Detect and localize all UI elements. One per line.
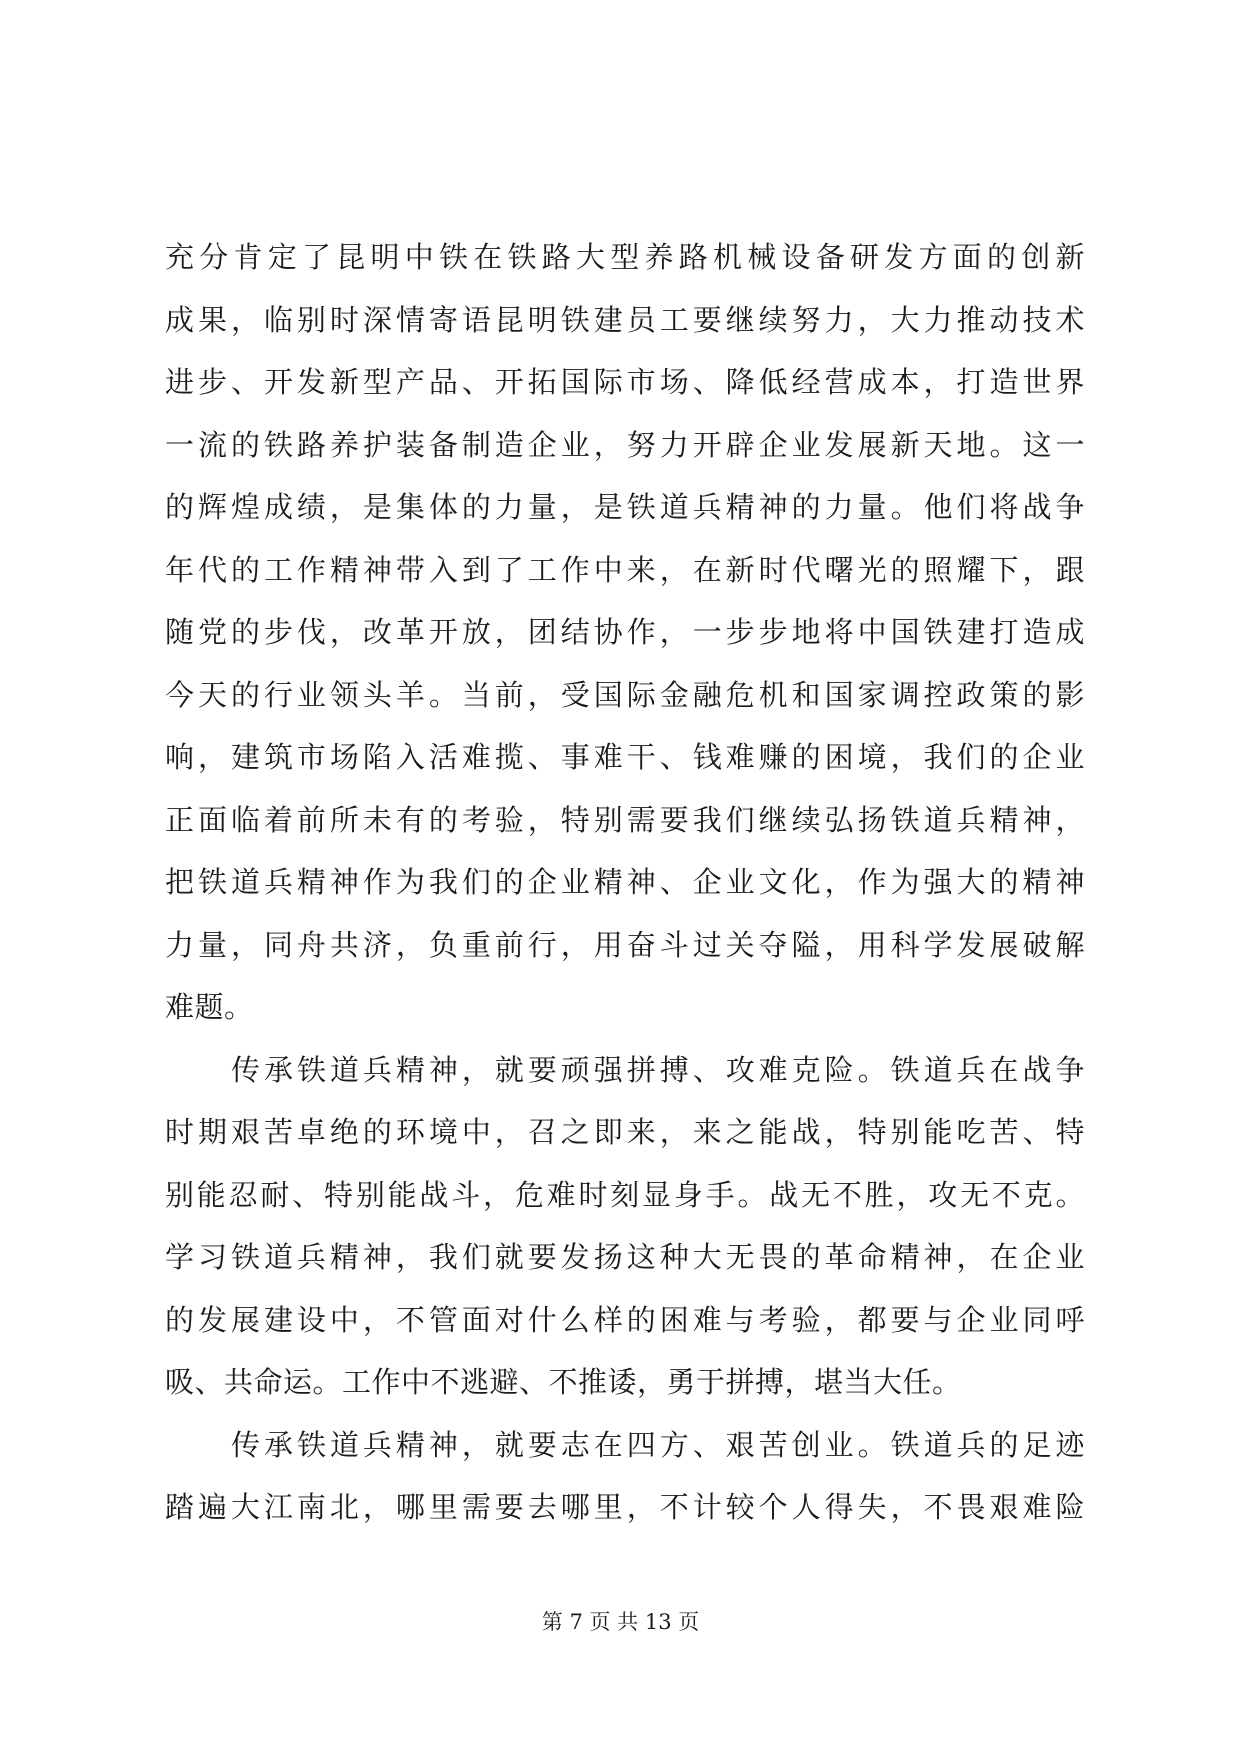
body-text [165, 226, 1085, 1539]
text-line: 传承铁道兵精神，就要顽强拼搏、攻难克险。铁道兵在战争 [231, 1052, 1085, 1087]
text-line: 的辉煌成绩，是集体的力量，是铁道兵精神的力量。他们将战争 [165, 490, 1085, 524]
text-line: 难题。 [165, 990, 254, 1024]
text-line: 正面临着前所未有的考验，特别需要我们继续弘扬铁道兵精神， [165, 802, 1085, 837]
text-line: 随党的步伐，改革开放，团结协作，一步步地将中国铁建打造成 [165, 615, 1085, 649]
text-line: 时期艰苦卓绝的环境中，召之即来，来之能战，特别能吃苦、特 [165, 1115, 1085, 1149]
text-line: 响，建筑市场陷入活难揽、事难干、钱难赚的困境，我们的企业 [165, 740, 1085, 774]
text-line: 一流的铁路养护装备制造企业，努力开辟企业发展新天地。这一 [165, 427, 1085, 462]
text-line: 踏遍大江南北，哪里需要去哪里，不计较个人得失，不畏艰难险 [165, 1490, 1085, 1524]
text-line: 今天的行业领头羊。当前，受国际金融危机和国家调控政策的影 [165, 677, 1085, 712]
text-line: 力量，同舟共济，负重前行，用奋斗过关夺隘，用科学发展破解 [165, 927, 1085, 962]
text-line: 吸、共命运。工作中不逃避、不推诿，勇于拼搏，堪当大任。 [165, 1365, 962, 1399]
text-line: 年代的工作精神带入到了工作中来，在新时代曙光的照耀下，跟 [165, 552, 1085, 587]
text-line: 学习铁道兵精神，我们就要发扬这种大无畏的革命精神，在企业 [165, 1240, 1085, 1274]
text-line: 成果，临别时深情寄语昆明铁建员工要继续努力，大力推动技术 [165, 302, 1085, 337]
text-line: 别能忍耐、特别能战斗，危难时刻显身手。战无不胜，攻无不克。 [165, 1177, 1085, 1212]
text-line: 传承铁道兵精神，就要志在四方、艰苦创业。铁道兵的足迹 [231, 1427, 1085, 1462]
text-line: 进步、开发新型产品、开拓国际市场、降低经营成本，打造世界 [165, 365, 1085, 399]
page-footer: 第 7 页 共 13 页 [541, 1610, 700, 1634]
text-line: 充分肯定了昆明中铁在铁路大型养路机械设备研发方面的创新 [165, 240, 1085, 274]
text-line: 把铁道兵精神作为我们的企业精神、企业文化，作为强大的精神 [165, 865, 1085, 899]
text-line: 的发展建设中，不管面对什么样的困难与考验，都要与企业同呼 [165, 1302, 1085, 1337]
